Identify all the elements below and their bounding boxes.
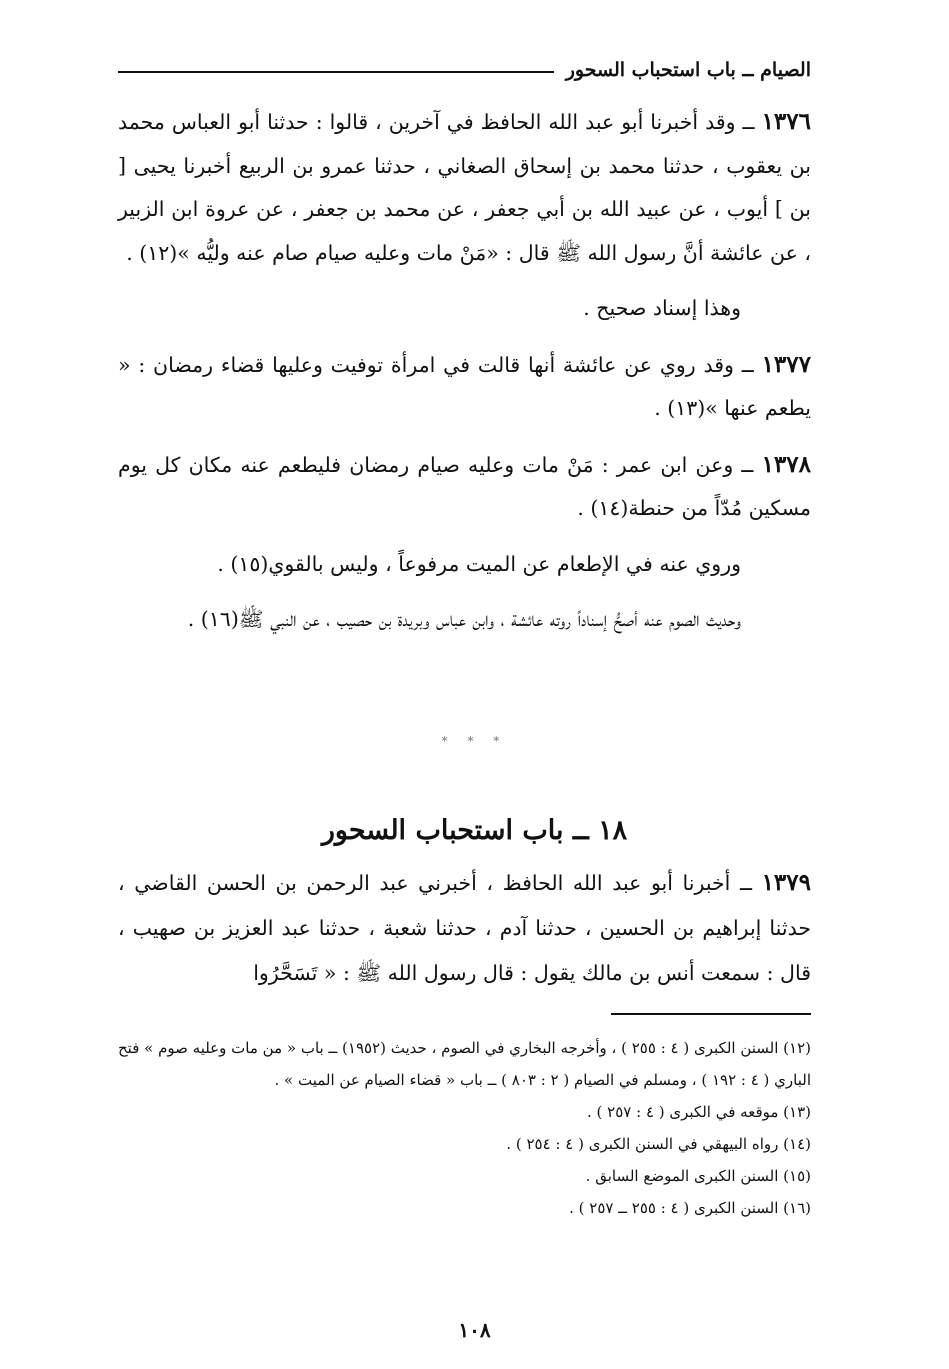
hadith-number: ١٣٧٨	[761, 450, 811, 478]
running-title: الصيام ــ باب استحباب السحور	[565, 59, 811, 81]
commentary-1: وروي عنه في الإطعام عن الميت مرفوعاً ، وليس بالقوي(١٥) .	[217, 551, 741, 576]
footnote-12: (١٢) السنن الكبرى ( ٤ : ٢٥٥ ) ، وأخرجه البخاري في الصوم ، حديث (١٩٥٢) ــ باب « من مات وعليه صوم » فتح الباري ( ٤ : ١٩٢ ) ، ومسلم في الصيام ( ٢ : ٨٠٣ ) ــ باب « قضاء الصيام عن الميت » .	[118, 1039, 812, 1089]
footnotes	[118, 1032, 811, 1224]
header-rule	[118, 71, 554, 73]
running-header	[118, 55, 811, 85]
section-separator: * * *	[441, 734, 508, 748]
hadith-1379	[118, 860, 811, 996]
chapter-text	[118, 860, 811, 996]
hadith-text: ــ وقد أخبرنا أبو عبد الله الحافظ في آخرين ، قالوا : حدثنا أبو العباس محمد بن يعقوب ، حدثنا محمد بن إسحاق الصغاني ، حدثنا عمرو بن الربيع أخبرنا يحيى [ بن ] أيوب ، عن عبيد الله بن أبي جعفر ، عن محمد بن جعفر ، عن عروة ابن الزبير ، عن عائشة أنَّ رسول الله ﷺ قال : «مَنْ مات وعليه صيام صام عنه وليُّه »(١٢) .	[118, 110, 811, 265]
hadith-text: ــ وعن ابن عمر : مَنْ مات وعليه صيام رمضان فليطعم عنه مكان كل يوم مسكين مُدّاً من حنطة(١٤) .	[118, 452, 811, 520]
hadith-1376	[118, 100, 811, 275]
footnote-16: (١٦) السنن الكبرى ( ٤ : ٢٥٥ ــ ٢٥٧ ) .	[569, 1199, 811, 1217]
footnote-14: (١٤) رواه البيهقي في السنن الكبرى ( ٤ : ٢٥٤ ) .	[506, 1135, 811, 1153]
hadith-number: ١٣٧٦	[761, 108, 811, 135]
chapter-heading: ١٨ ــ باب استحباب السحور	[321, 815, 628, 846]
main-text	[118, 100, 811, 642]
hadith-text: ــ أخبرنا أبو عبد الله الحافظ ، أخبرني عبد الرحمن بن الحسن القاضي ، حدثنا إبراهيم بن الحسين ، حدثنا آدم ، حدثنا شعبة ، حدثنا عبد العزيز بن صهيب ، قال : سمعت أنس بن مالك يقول : قال رسول الله ﷺ : « تَسَحَّرُوا	[118, 871, 811, 985]
footnote-15: (١٥) السنن الكبرى الموضع السابق .	[585, 1167, 811, 1185]
footnote-rule	[611, 1013, 811, 1015]
page-number: ١٠٨	[458, 1318, 491, 1342]
hadith-number: ١٣٧٩	[761, 869, 811, 896]
hadith-number: ١٣٧٧	[761, 350, 811, 378]
isnad-note: وهذا إسناد صحيح .	[583, 296, 741, 320]
footnote-13: (١٣) موقعه في الكبرى ( ٤ : ٢٥٧ ) .	[587, 1103, 811, 1121]
commentary-2: وحديث الصوم عنه أصحُّ إسناداً روته عائشة ، وابن عباس وبريدة بن حصيب ، عن النبي ﷺ(١٦) .	[187, 607, 741, 631]
hadith-1377	[118, 343, 811, 431]
hadith-text: ــ وقد روي عن عائشة أنها قالت في امرأة توفيت وعليها قضاء رمضان : « يطعم عنها »(١٣) .	[118, 352, 811, 420]
hadith-1378	[118, 443, 811, 531]
